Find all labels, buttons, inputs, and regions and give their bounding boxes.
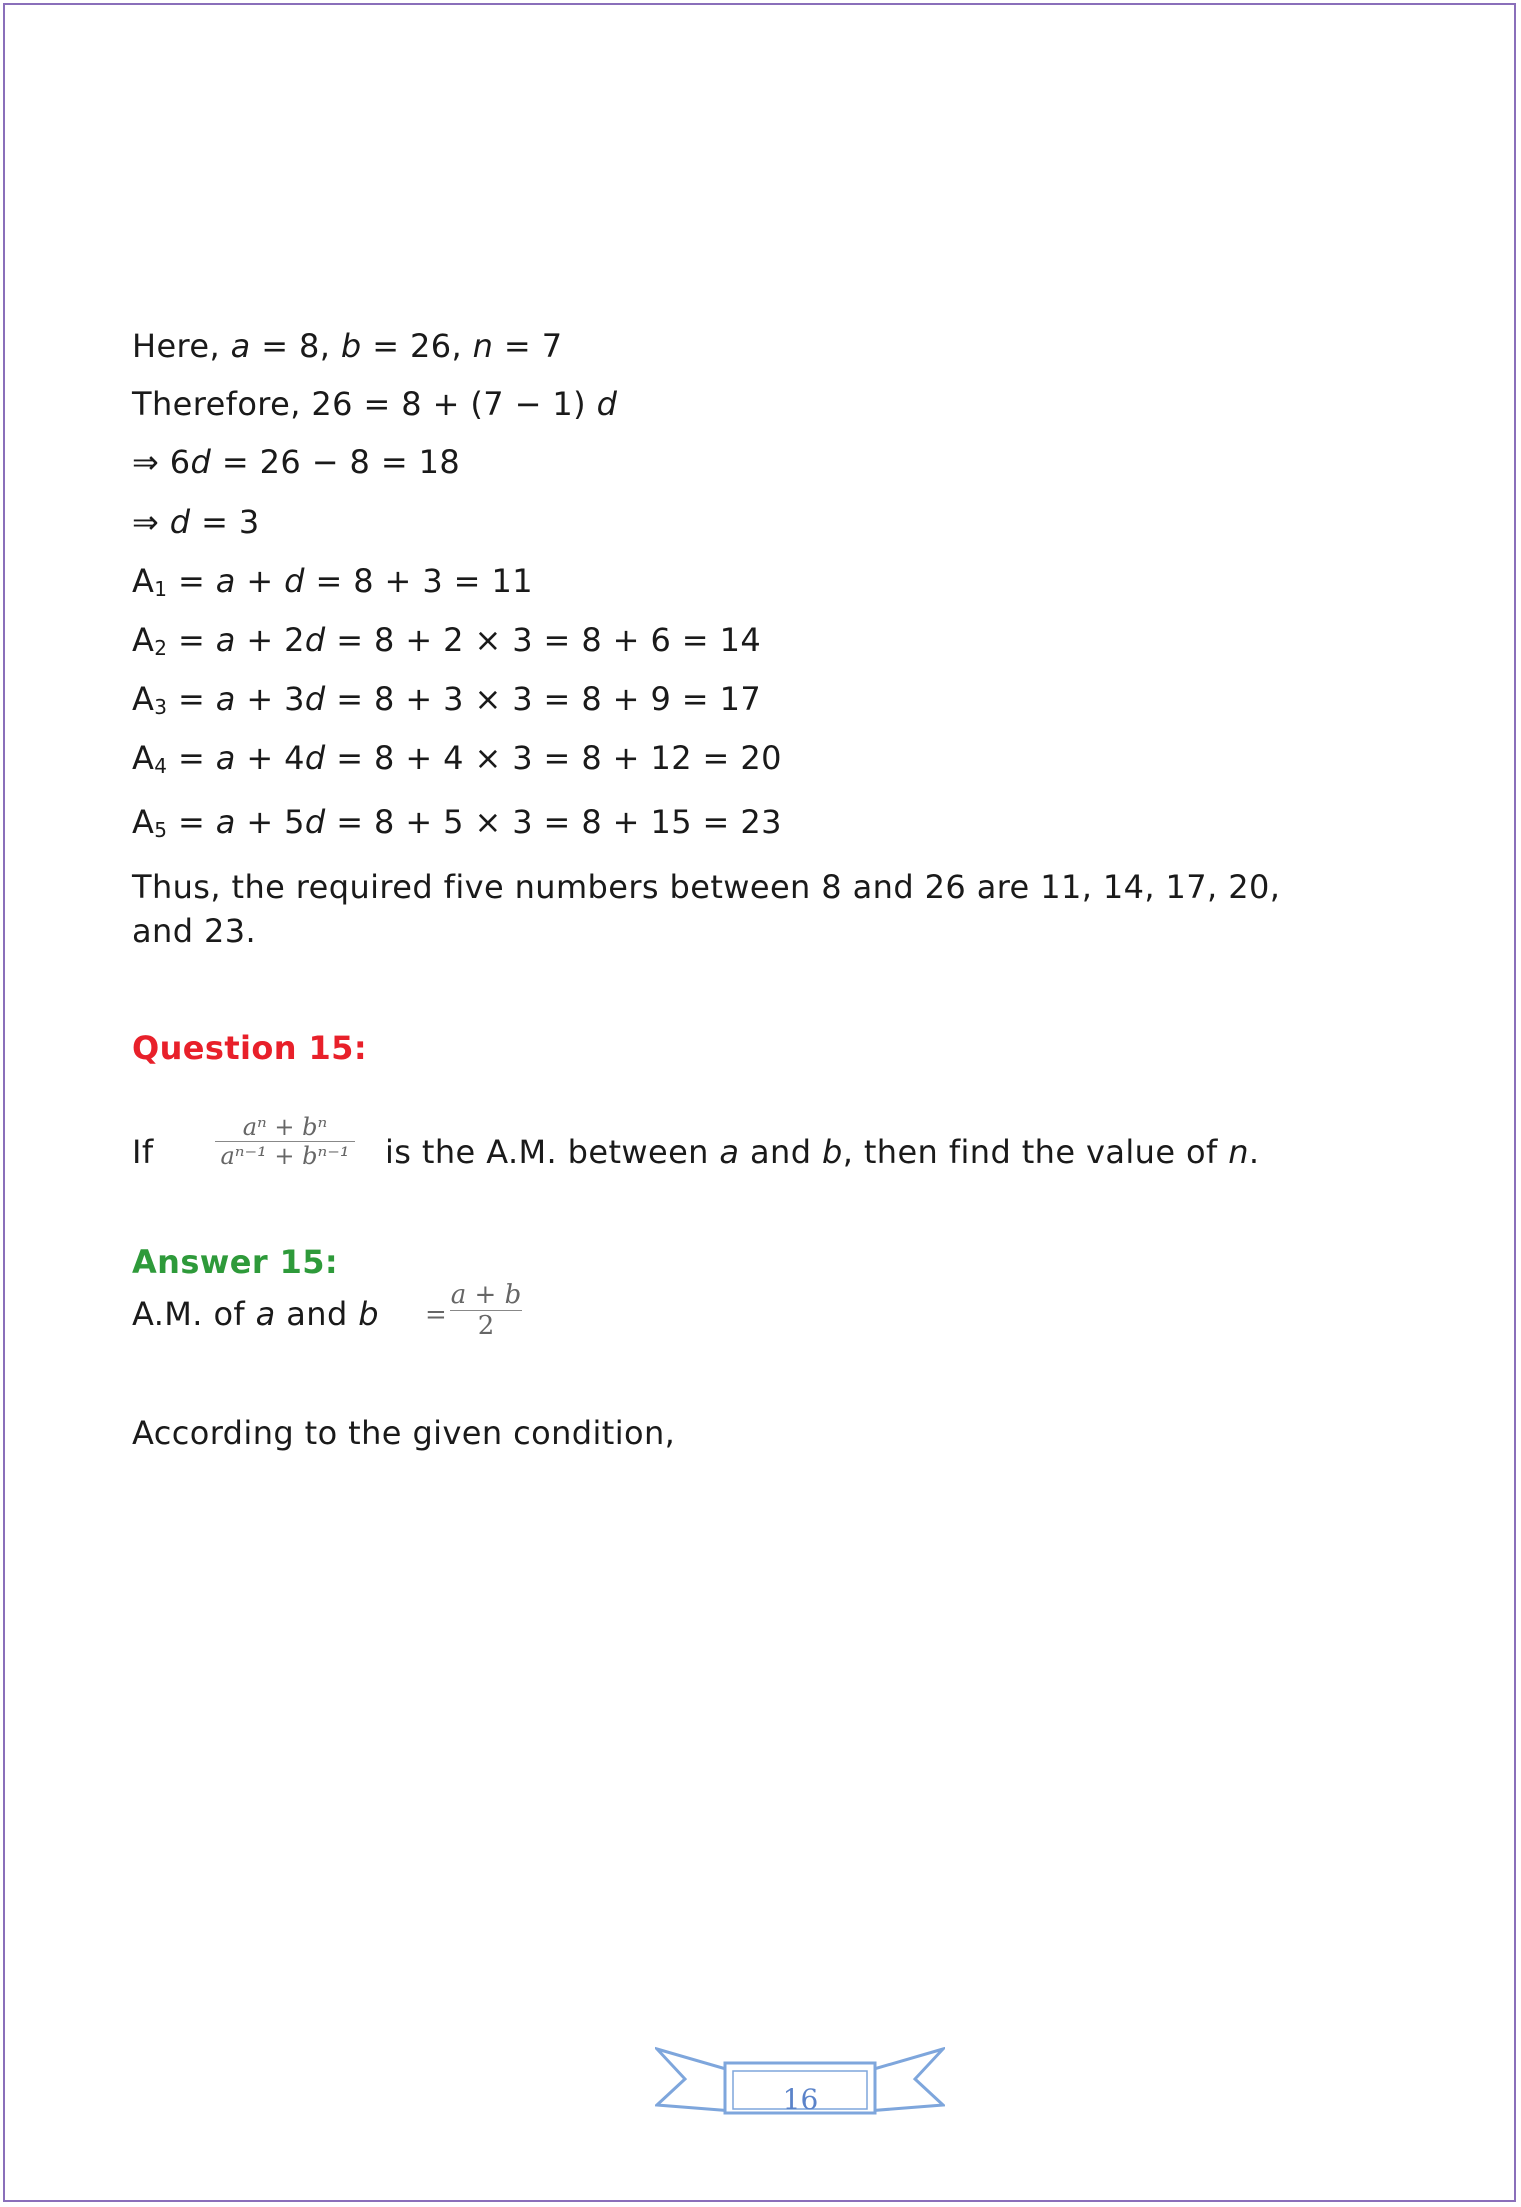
- solution-line-a2: $A_2 = a + 2d = 8 + 2 \times 3 = 8 + 6 = 14$: [132, 621, 762, 660]
- answer-condition: According to the given condition,: [132, 1414, 676, 1452]
- solution-line-6d: ⇒ 6d = 26 − 8 = 18: [132, 443, 461, 481]
- solution-line-formula: Therefore, 26 = 8 + (7 − 1) d: [132, 385, 618, 423]
- answer-fraction-denominator: 2: [477, 1311, 495, 1341]
- question-if: If: [132, 1133, 154, 1171]
- answer-heading: Answer 15:: [132, 1243, 339, 1281]
- answer-fraction: [450, 1280, 522, 1341]
- solution-line-given-text: Here, a = 8, b = 26, n = 7: [132, 327, 563, 365]
- question-fraction: [215, 1113, 355, 1170]
- solution-line-a1: $A_1 = a + d = 8 + 3 = 11$: [132, 562, 533, 601]
- solution-line-a4: $A_4 = a + 4d = 8 + 4 \times 3 = 8 + 12 = 20$: [132, 739, 782, 778]
- question-heading: Question 15:: [132, 1029, 368, 1067]
- answer-fraction-numerator: a + b: [450, 1280, 522, 1310]
- solution-line-a5: $A_5 = a + 5d = 8 + 5 \times 3 = 8 + 15 = 23$: [132, 803, 782, 842]
- page-number: 16: [782, 2083, 819, 2116]
- solution-line-a3: $A_3 = a + 3d = 8 + 3 \times 3 = 8 + 9 = 17$: [132, 680, 762, 719]
- solution-line-d: ⇒ d = 3: [132, 503, 260, 541]
- answer-am-label: A.M. of a and b: [132, 1295, 379, 1333]
- question-fraction-numerator: aⁿ + bⁿ: [242, 1113, 328, 1141]
- answer-equals: =: [425, 1300, 447, 1330]
- question-text: is the A.M. between a and b, then find the value of n.: [385, 1133, 1260, 1171]
- solution-line-given: [132, 326, 562, 366]
- question-fraction-denominator: aⁿ⁻¹ + bⁿ⁻¹: [220, 1142, 350, 1170]
- conclusion-line-1: Thus, the required five numbers between 8 and 26 are 11, 14, 17, 20,: [132, 868, 1281, 906]
- conclusion-line-2: and 23.: [132, 912, 257, 950]
